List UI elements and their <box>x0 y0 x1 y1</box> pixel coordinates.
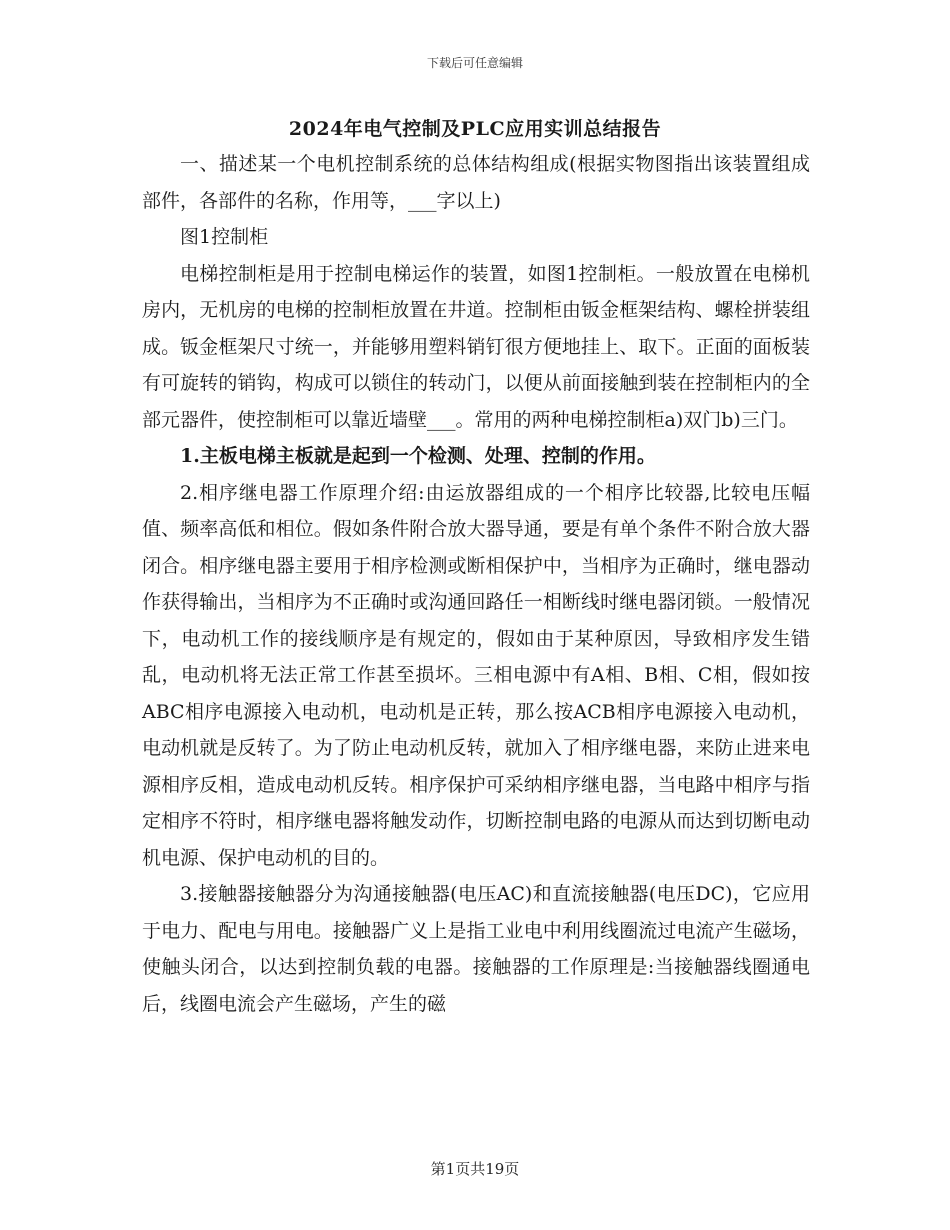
header-note: 下载后可任意编辑 <box>426 56 523 70</box>
paragraph-contactor: 3.接触器接触器分为沟通接触器(电压AC)和直流接触器(电压DC)，它应用于电力、配电与用电。接触器广义上是指工业电中利用线圈流过电流产生磁场，使触头闭合，以达到控制负载的电器。接触器的工作原理是:当接触器线圈通电后，线圈电流会产生磁场，产生的磁 <box>142 883 810 1015</box>
paragraph-control-cabinet: 电梯控制柜是用于控制电梯运作的装置，如图1控制柜。一般放置在电梯机房内，无机房的电梯的控制柜放置在井道。控制柜由钣金框架结构、螺栓拼装组成。钣金框架尺寸统一，并能够用塑料销钉很方便地挂上、取下。正面的面板装有可旋转的销钩，构成可以锁住的转动门，以便从前面接触到装在控制柜内的全部元器件，使控制柜可以靠近墙壁___。常用的两种电梯控制柜a)双门b)三门。 <box>142 262 810 431</box>
paragraph-phase-relay: 2.相序继电器工作原理介绍:由运放器组成的一个相序比较器,比较电压幅值、频率高低和相位。假如条件附合放大器导通，要是有单个条件不附合放大器闭合。相序继电器主要用于相序检测或断相保护中，当相序为正确时，继电器动作获得输出，当相序为不正确时或沟通回路任一相断线时继电器闭锁。一般情况下，电动机工作的接线顺序是有规定的，假如由于某种原因，导致相序发生错乱，电动机将无法正常工作甚至损坏。三相电源中有A相、B相、C相，假如按ABC相序电源接入电动机，电动机是正转，那么按ACB相序电源接入电动机，电动机就是反转了。为了防止电动机反转，就加入了相序继电器，来防止进来电源相序反相，造成电动机反转。相序保护可采纳相序继电器，当电路中相序与指定相序不符时，相序继电器将触发动作，切断控制电路的电源从而达到切断电动机电源、保护电动机的目的。 <box>142 481 810 869</box>
document-body <box>142 146 810 1022</box>
document-title: 2024年电气控制及PLC应用实训总结报告 <box>288 118 662 140</box>
paragraph-figure-caption: 图1控制柜 <box>180 226 269 248</box>
paragraph-mainboard: 1.主板电梯主板就是起到一个检测、处理、控制的作用。 <box>180 445 656 467</box>
paragraph-section-heading: 一、描述某一个电机控制系统的总体结构组成(根据实物图指出该装置组成部件，各部件的名称，作用等，___字以上) <box>142 153 810 212</box>
page-number: 第1页共19页 <box>430 1160 520 1178</box>
